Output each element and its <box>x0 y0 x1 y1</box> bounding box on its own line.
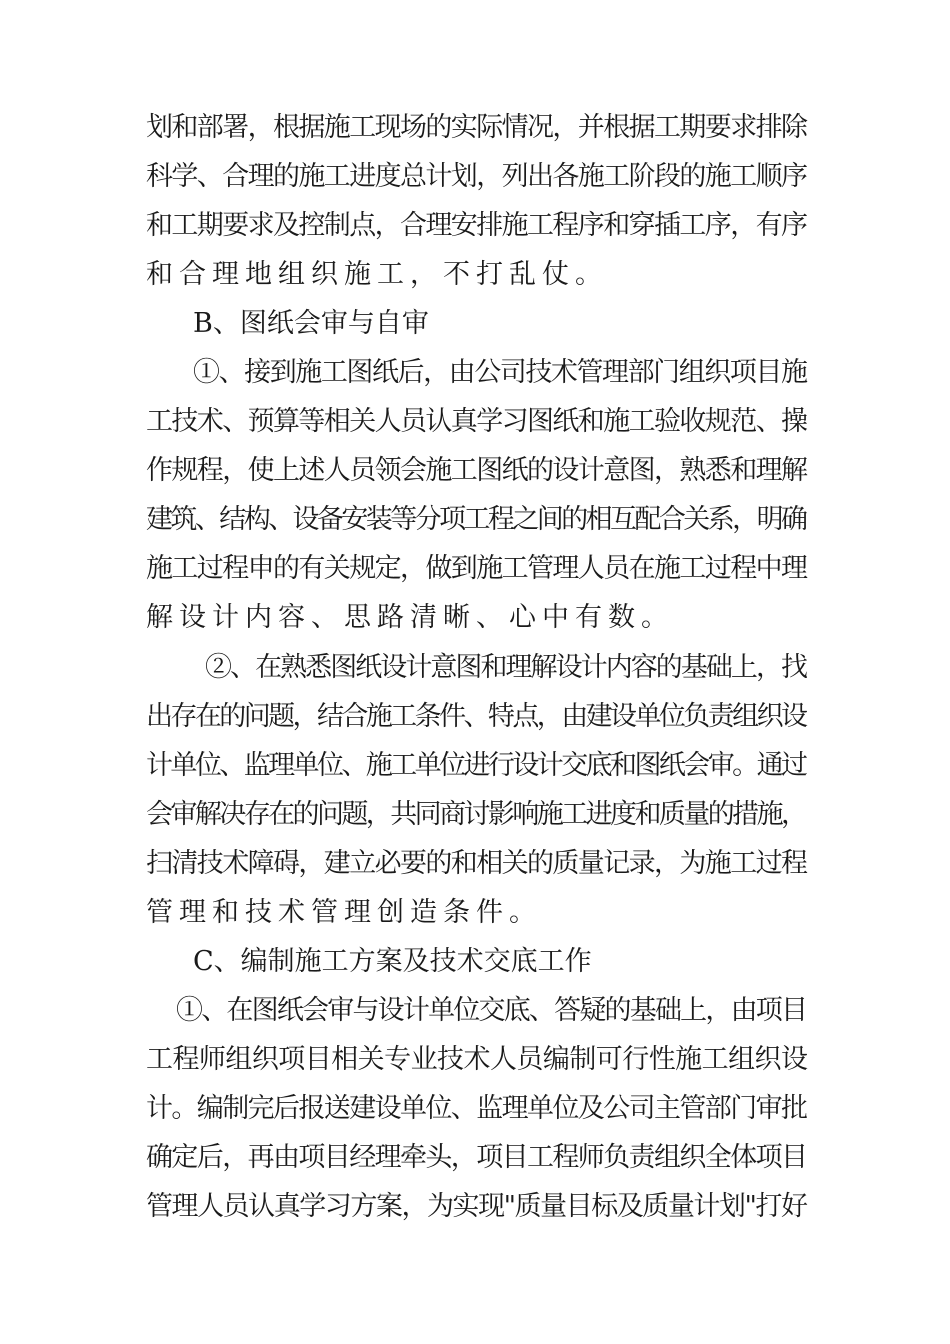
text-line: ①、在图纸会审与设计单位交底、答疑的基础上，由项目 <box>176 995 807 1026</box>
text-line: 管理人员认真学习方案，为实现"质量目标及质量计划"打好 <box>146 1191 807 1222</box>
text-line: 建筑、结构、设备安装等分项工程之间的相互配合关系，明确 <box>146 504 806 535</box>
section-heading: C、编制施工方案及技术交底工作 <box>193 946 592 977</box>
text-line: 管理和技术管理创造条件。 <box>146 897 542 928</box>
text-line: 划和部署，根据施工现场的实际情况，并根据工期要求排除 <box>146 112 807 143</box>
text-line: 扫清技术障碍，建立必要的和相关的质量记录，为施工过程 <box>146 848 807 879</box>
text-line: 工技术、预算等相关人员认真学习图纸和施工验收规范、操 <box>146 406 807 437</box>
text-line: 施工过程申的有关规定，做到施工管理人员在施工过程中理 <box>146 553 807 584</box>
text-line: ①、接到施工图纸后，由公司技术管理部门组织项目施 <box>193 357 807 388</box>
text-line: 作规程，使上述人员领会施工图纸的设计意图，熟悉和理解 <box>146 455 807 486</box>
text-line: 工程师组织项目相关专业技术人员编制可行性施工组织设 <box>146 1044 808 1075</box>
text-line: 解设计内容、思路清晰、心中有数。 <box>146 602 674 633</box>
text-line: 确定后，再由项目经理牵头，项目工程师负责组织全体项目 <box>146 1142 807 1173</box>
text-line: 计单位、监理单位、施工单位进行设计交底和图纸会审。通过 <box>146 750 806 781</box>
text-line: 科学、合理的施工进度总计划，列出各施工阶段的施工顺序 <box>146 161 807 192</box>
text-line: ②、在熟悉图纸设计意图和理解设计内容的基础上，找 <box>205 652 807 683</box>
text-line: 和工期要求及控制点，合理安排施工程序和穿插工序，有序 <box>146 210 807 241</box>
text-line: 和合理地组织施工，不打乱仗。 <box>146 259 608 290</box>
section-heading: B、图纸会审与自审 <box>193 308 429 339</box>
text-line: 会审解决存在的问题，共同商讨影响施工进度和质量的措施， <box>146 799 806 830</box>
text-line: 计。编制完后报送建设单位、监理单位及公司主管部门审批 <box>146 1093 807 1124</box>
text-line: 出存在的问题，结合施工条件、特点，由建设单位负责组织设 <box>146 701 806 732</box>
